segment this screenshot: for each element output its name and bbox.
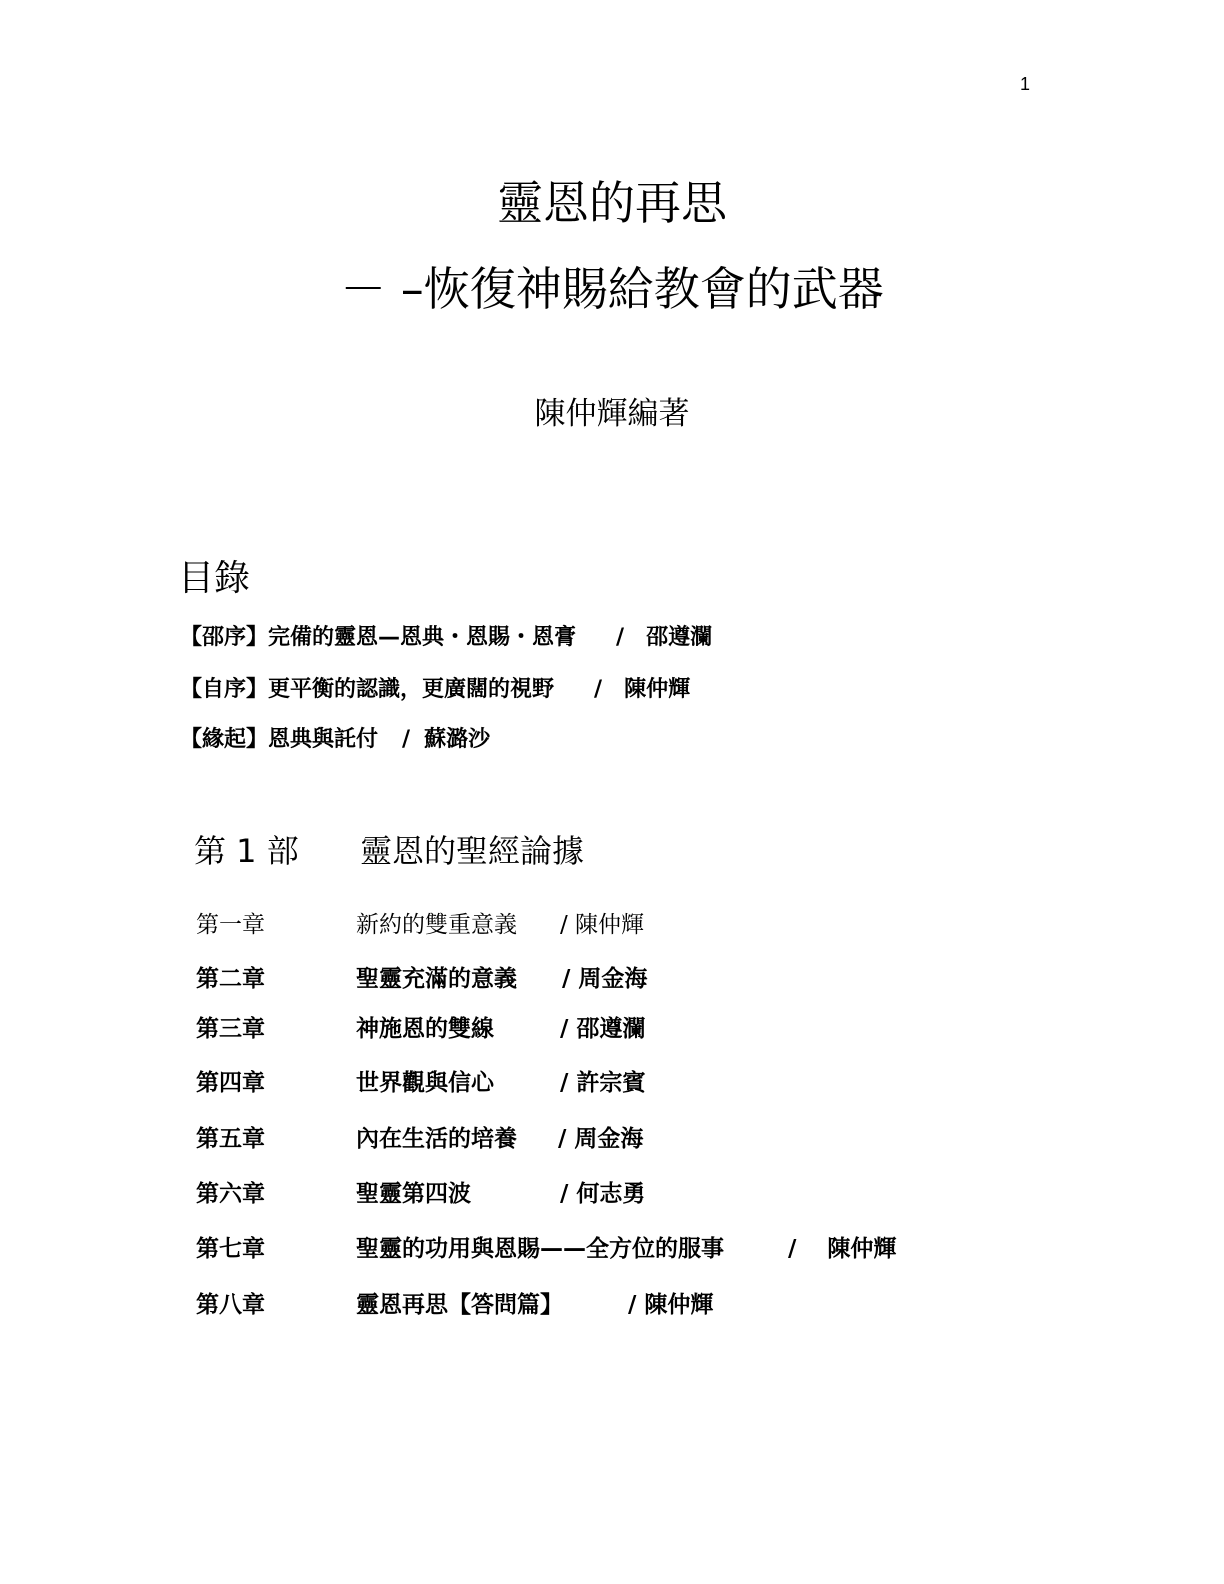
preface-entry [180, 620, 712, 651]
preface-author: 陳仲輝 [624, 677, 691, 702]
chapter-number: 第二章 [196, 966, 265, 992]
chapter-title: 世界觀與信心 [356, 1070, 494, 1096]
preface-author: 蘇潞沙 [424, 727, 491, 752]
preface-label: 【自序】 [180, 677, 269, 702]
toc-heading: 目錄 [178, 558, 251, 599]
preface-separator: / [402, 727, 411, 752]
chapter-author: / 陳仲輝 [560, 912, 645, 938]
book-author: 陳仲輝編著 [534, 396, 690, 432]
chapter-author: / 周金海 [558, 1126, 644, 1152]
preface-separator: / [616, 625, 625, 650]
chapter-number: 第八章 [196, 1292, 265, 1318]
page-number: 1 [1020, 74, 1031, 94]
chapter-title: 靈恩再思【答問篇】 [356, 1292, 563, 1318]
chapter-title: 新約的雙重意義 [356, 912, 517, 938]
chapter-number: 第三章 [196, 1016, 265, 1042]
part-title: 靈恩的聖經論據 [360, 832, 585, 870]
chapter-title: 聖靈的功用與恩賜——全方位的服事 [356, 1236, 724, 1262]
preface-entry [180, 722, 490, 753]
preface-author: 邵遵瀾 [646, 625, 713, 650]
chapter-author: / 周金海 [562, 966, 648, 992]
chapter-author: / 何志勇 [560, 1181, 646, 1207]
chapter-author: / 陳仲輝 [788, 1236, 897, 1262]
title-line-2: － –恢復神賜給教會的武器 [340, 262, 884, 316]
chapter-author: / 陳仲輝 [628, 1292, 714, 1318]
chapter-number: 第五章 [196, 1126, 265, 1152]
part-heading [194, 826, 584, 872]
preface-title: 更平衡的認識，更廣闊的視野 [268, 677, 555, 702]
chapter-number: 第六章 [196, 1181, 265, 1207]
preface-entry [180, 672, 690, 703]
chapter-title: 神施恩的雙線 [356, 1016, 494, 1042]
part-number: 第 1 部 [194, 832, 299, 870]
preface-title: 完備的靈恩—恩典・恩賜・恩膏 [268, 625, 577, 650]
chapter-number: 第一章 [196, 912, 265, 938]
preface-label: 【緣起】 [180, 727, 269, 752]
chapter-author: / 許宗賓 [560, 1070, 646, 1096]
chapter-number: 第七章 [196, 1236, 265, 1262]
chapter-number: 第四章 [196, 1070, 265, 1096]
title-line-1: 靈恩的再思 [497, 176, 727, 230]
preface-label: 【邵序】 [180, 625, 269, 650]
chapter-author: / 邵遵瀾 [560, 1016, 646, 1042]
preface-title: 恩典與託付 [268, 727, 379, 752]
chapter-title: 聖靈充滿的意義 [356, 966, 517, 992]
preface-separator: / [594, 677, 603, 702]
chapter-title: 內在生活的培養 [356, 1126, 517, 1152]
chapter-title: 聖靈第四波 [356, 1181, 471, 1207]
